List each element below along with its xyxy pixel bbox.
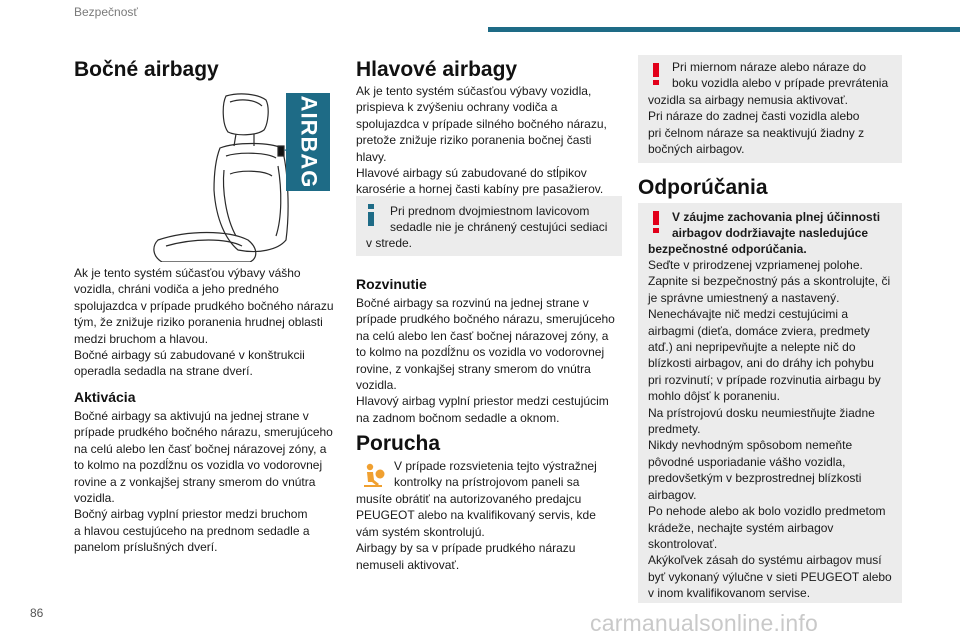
watermark: carmanualsonline.info [590, 610, 818, 636]
activation-text: Bočné airbagy sa aktivujú na jednej strane v prípade prudkého bočného nárazu, smerujúceho na celú alebo len časť bočnej nárazovej zóny, a to kolmo na pozdĺžnu os vozidla vo vodorovnej rovine a z vonkajšej strany smerom do vnútra vozidla. Bočný airbag vyplní priestor medzi bruchom a hlavou cestujúceho na prednom sedadle a panelom príslušných dverí. [74, 409, 333, 555]
info-icon [366, 204, 376, 226]
minor-impact-warning-box [638, 55, 902, 163]
info-box-line2 [390, 219, 618, 235]
deploy-title: Rozvinutie [356, 276, 427, 292]
deploy-text: Bočné airbagy sa rozvinú na jednej strane v prípade prudkého bočného nárazu, smerujúceho na celú alebo len časť bočnej nárazovej zóny, a to kolmo na pozdĺžnu os vozidla vo vodorovnej rovine, z vonkajšej strany smerom do vnútra vozidla. Hlavový airbag vyplní priestor medzi cestujúcim na zadnom bočnom sedadle a oknom. [356, 296, 615, 425]
advice-box [638, 203, 902, 603]
airbag-badge-text: AIRBAG [296, 95, 321, 189]
fault-title: Porucha [356, 432, 441, 455]
fault-line2: kontrolky na prístrojovom paneli sa [394, 475, 580, 489]
info-box-line1: Pri prednom dvojmiestnom lavicovom [390, 204, 590, 218]
warning-line2: boku vozidla alebo v prípade prevrátenia [672, 76, 889, 90]
info-box-rest-first: sedadle nie je chránený cestujúci sediaci [390, 220, 608, 234]
warning-icon [650, 211, 662, 233]
fault-line1: V prípade rozsvietenia tejto výstražnej [394, 459, 597, 473]
advice-text: Seďte v prirodzenej vzpriamenej polohe. Zapnite si bezpečnostný pás a skontrolujte, či je správne umiestnený a nastavený. Nenechávajte nič medzi cestujúcimi a airbagmi (dieťa, domáce zviera, predmety atď.) ani nepripevňujte a nelepte nič do blízkosti airbagov, ani do dráhy ich pohybu pri rozvinutí; v prípade rozvinutia airbagu by mohlo dôjsť k poraneniu. Na prístrojovú dosku neumiestňujte žiadne predmety. Nikdy nevhodným spôsobom nemeňte pôvodné usporiadanie vášho vozidla, predovšetkým v bezprostrednej blízkosti airbagov. Po nehode alebo ak bolo vozidlo predmetom krádeže, nechajte systém airbagov skontrolovať. Akýkoľvek zásah do systému airbagov musí byť vykonaný výlučne v sieti PEUGEOT alebo v inom kvalifikovanom servise. [648, 258, 892, 601]
advice-bold-line1: V záujme zachovania plnej účinnosti [672, 210, 881, 224]
warning-rest: vozidla sa airbagy nemusia aktivovať. Pri náraze do zadnej časti vozidla alebo pri čelnom náraze sa neaktivujú žiadny z bočných airbagov. [648, 93, 865, 157]
airbag-warning-lamp-icon [362, 462, 386, 488]
side-airbags-title: Bočné airbagy [74, 58, 219, 81]
section-label: Bezpečnosť [74, 5, 138, 19]
advice-bold-line3: bezpečnostné odporúčania. [648, 242, 807, 256]
bench-seat-info-box [356, 196, 622, 256]
airbag-badge [286, 93, 330, 191]
activation-title: Aktivácia [74, 389, 136, 405]
page-number: 86 [30, 606, 44, 620]
side-airbags-intro: Ak je tento systém súčasťou výbavy vášho vozidla, chráni vodiča a jeho predného spolujazdca v prípade prudkého bočného nárazu tým, že znižuje riziko poranenia hrudnej oblasti medzi bruchom a hlavou. Bočné airbagy sú zabudované v konštrukcii operadla sedadla na strane dverí. [74, 266, 334, 379]
advice-title: Odporúčania [638, 176, 768, 199]
warning-line1: Pri miernom náraze alebo náraze do [672, 60, 867, 74]
info-box-line3: v strede. [366, 236, 413, 250]
header-accent-bar [488, 27, 960, 32]
warning-icon [650, 63, 662, 85]
fault-text: musíte obrátiť na autorizovaného predajcu PEUGEOT alebo na kvalifikovaný servis, kde vám systém skontrolujú. Airbagy by sa v prípade prudkého nárazu nemuseli aktivovať. [356, 492, 596, 572]
advice-bold-line2: airbagov dodržiavajte nasledujúce [672, 226, 869, 240]
head-airbags-intro: Ak je tento systém súčasťou výbavy vozidla, prispieva k zvýšeniu ochrany vodiča a spolujazdca v prípade silného bočného nárazu, pretože znižuje riziko poranenia bočnej časti hlavy. Hlavové airbagy sú zabudované do stĺpikov karosérie a hornej časti kabíny pre pasažierov. [356, 84, 607, 197]
head-airbags-title: Hlavové airbagy [356, 58, 518, 81]
